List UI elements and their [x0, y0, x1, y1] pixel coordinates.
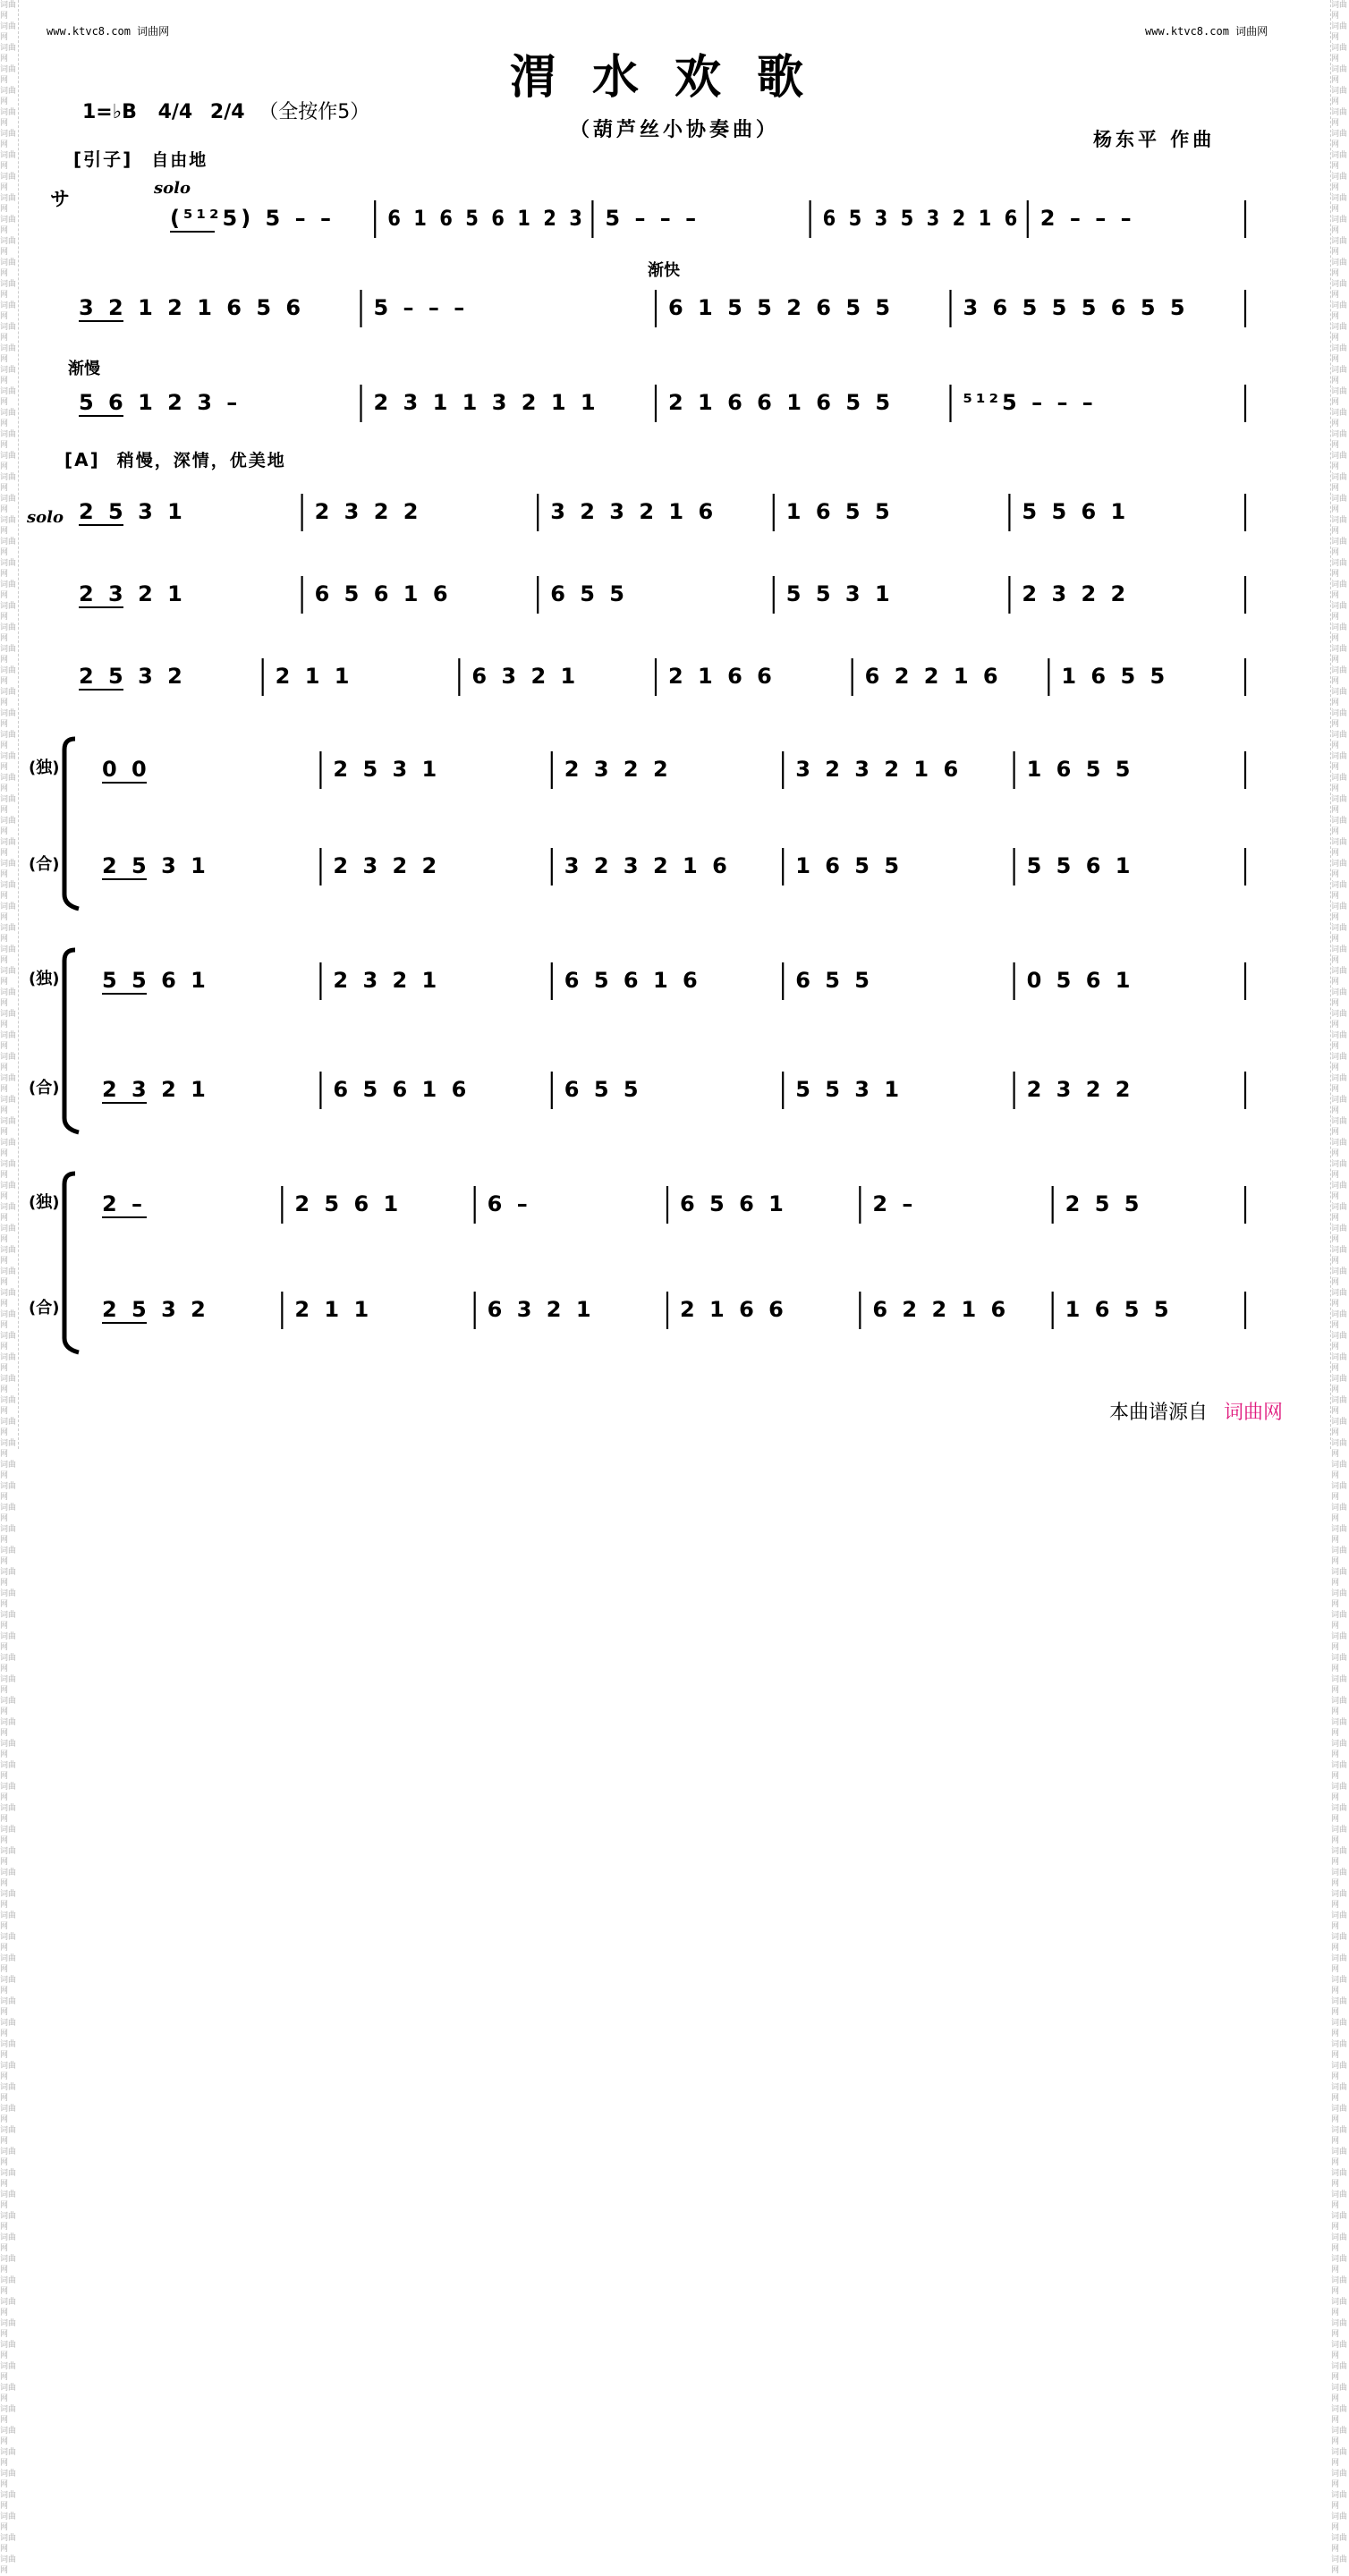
notation-row-6 [79, 658, 1245, 696]
measure-4-4: 1 6 5 5 [785, 499, 894, 524]
measure-6-1: 2 5 3 2 [79, 664, 186, 689]
song-title: 渭水欢歌 [509, 50, 839, 105]
measure-1-5: 2 – – – [1039, 206, 1135, 231]
measure-6-3: 6 3 2 1 [471, 664, 580, 689]
watermark-top-right: www.ktvc8.com 词曲网 [1145, 25, 1268, 38]
solo-part-label-3: (独) [29, 1193, 60, 1212]
notation-row-1 [170, 200, 1245, 238]
measure-7-2: 2 5 3 1 [333, 757, 441, 782]
tutti-part-label-3: (合) [29, 1299, 60, 1318]
measure-10-3: 6 5 5 [564, 1077, 642, 1102]
measure-12-6: 1 6 5 5 [1065, 1297, 1173, 1322]
source-credit [1109, 1397, 1283, 1425]
notation-row-4 [79, 494, 1245, 531]
notation-row-9 [102, 962, 1245, 1000]
measure-10-2: 6 5 6 1 6 [333, 1077, 471, 1102]
measure-1-3: 5 – – – [605, 206, 700, 231]
system-bracket-1 [64, 739, 79, 909]
measure-12-2: 2 1 1 [294, 1297, 373, 1322]
notation-row-12 [102, 1292, 1245, 1329]
measure-8-2: 2 3 2 2 [333, 853, 441, 878]
left-edge-watermark: 词曲网 词曲网 词曲网 词曲网 词曲网 词曲网 词曲网 词曲网 词曲网 词曲网 词曲网 词曲网 词曲网 词曲网 词曲网 词曲网 词曲网 词曲网 词曲网 词曲网 词曲网 词曲网 词曲网 词曲网 词曲网 词曲网 词曲网 词曲网 词曲网 词曲网 词曲网 词曲网 词曲网 词曲网 词曲网 词曲网 词曲网 词曲网 词曲网 词曲网 词曲网 词曲网 词曲网 词曲网 词曲网 词曲网 词曲网 词曲网 词曲网 词曲网 词曲网 词曲网 词曲网 词曲网 词曲网 词曲网 词曲网 词曲网 词曲网 词曲网 词曲网 词曲网 词曲网 词曲网 词曲网 词曲网 词曲网 词曲网 词曲网 词曲网 词曲网 词曲网 词曲网 词曲网 词曲网 词曲网 词曲网 词曲网 词曲网 词曲网 词曲网 词曲网 词曲网 词曲网 词曲网 词曲网 词曲网 词曲网 词曲网 词曲网 词曲网 词曲网 词曲网 词曲网 词曲网 词曲网 词曲网 词曲网 词曲网 词曲网 词曲网 词曲网 词曲网 词曲网 词曲网 词曲网 词曲网 词曲网 词曲网 词曲网 词曲网 词曲网 词曲网 词曲网 词曲网 词曲网 词曲网 词曲网 词曲网 词曲网 [0, 0, 19, 1449]
time-signature-2: 2/4 [209, 101, 245, 123]
free-meter-mark: サ [50, 189, 71, 211]
measure-2-3: 6 1 5 5 2 6 5 5 [668, 295, 895, 320]
measure-7-3: 2 3 2 2 [564, 757, 672, 782]
measure-3-1: 5 6 1 2 3 – [79, 390, 242, 415]
measure-5-3: 6 5 5 [550, 581, 629, 606]
measure-11-6: 2 5 5 [1065, 1191, 1143, 1216]
accelerando-mark: 渐快 [648, 261, 680, 280]
measure-11-1: 2 – [102, 1191, 147, 1216]
solo-part-label-2: (独) [29, 970, 60, 988]
measure-9-2: 2 3 2 1 [333, 968, 441, 993]
measure-8-5: 5 5 6 1 [1026, 853, 1134, 878]
measure-11-3: 6 – [487, 1191, 531, 1216]
measure-1-2: 6 1 6 5 6 1 2 3 [387, 206, 586, 231]
measure-9-1: 5 5 6 1 [102, 968, 209, 993]
measure-4-5: 5 5 6 1 [1022, 499, 1130, 524]
credit-text: 本曲谱源自 [1109, 1402, 1209, 1424]
notation-row-11 [102, 1186, 1245, 1224]
measure-10-4: 5 5 3 1 [795, 1077, 904, 1102]
measure-9-3: 6 5 6 1 6 [564, 968, 701, 993]
measure-7-1: 0 0 [102, 757, 150, 782]
measure-11-2: 2 5 6 1 [294, 1191, 403, 1216]
measure-3-4: ⁵¹²5 – – – [963, 390, 1097, 415]
measure-2-1: 3 2 1 2 1 6 5 6 [79, 295, 305, 320]
measure-12-3: 6 3 2 1 [487, 1297, 595, 1322]
measure-5-5: 2 3 2 2 [1022, 581, 1130, 606]
measure-2-2: 5 – – – [373, 295, 469, 320]
section-a-tempo: 稍慢，深情，优美地 [116, 451, 286, 470]
credit-brand: 词曲网 [1224, 1402, 1284, 1424]
measure-6-5: 6 2 2 1 6 [864, 664, 1002, 689]
system-bracket-2 [64, 950, 79, 1132]
measure-4-2: 2 3 2 2 [314, 499, 422, 524]
measure-8-3: 3 2 3 2 1 6 [564, 853, 731, 878]
measure-9-4: 6 5 5 [795, 968, 874, 993]
measure-4-1: 2 5 3 1 [79, 499, 186, 524]
measure-8-1: 2 5 3 1 [102, 853, 209, 878]
measure-2-4: 3 6 5 5 5 6 5 5 [963, 295, 1189, 320]
system-bracket-3 [64, 1174, 79, 1352]
notation-row-3 [79, 385, 1245, 422]
intro-tempo: 自由地 [151, 150, 208, 170]
measure-9-5: 0 5 6 1 [1026, 968, 1134, 993]
ritardando-mark: 渐慢 [68, 360, 100, 378]
measure-6-6: 1 6 5 5 [1061, 664, 1169, 689]
tutti-part-label-2: (合) [29, 1079, 60, 1097]
notation-row-8 [102, 848, 1245, 886]
key-label: 1=♭B [82, 101, 137, 123]
solo-mark-intro: solo [154, 179, 191, 198]
measure-12-4: 2 1 6 6 [680, 1297, 787, 1322]
measure-5-4: 5 5 3 1 [785, 581, 894, 606]
tutti-part-label-1: (合) [29, 855, 60, 874]
measure-5-1: 2 3 2 1 [79, 581, 186, 606]
watermark-top-left: www.ktvc8.com 词曲网 [47, 25, 170, 38]
measure-10-1: 2 3 2 1 [102, 1077, 209, 1102]
measure-5-2: 6 5 6 1 6 [314, 581, 452, 606]
section-a-label: [A] [64, 449, 100, 470]
solo-part-label-1: (独) [29, 758, 60, 777]
measure-1-1: (⁵¹²5) 5 – – [170, 206, 335, 231]
measure-6-2: 2 1 1 [275, 664, 353, 689]
measure-3-3: 2 1 6 6 1 6 5 5 [668, 390, 895, 415]
song-subtitle: （葫芦丝小协奏曲） [569, 119, 779, 141]
measure-7-5: 1 6 5 5 [1026, 757, 1134, 782]
measure-10-5: 2 3 2 2 [1026, 1077, 1134, 1102]
notation-row-2 [79, 290, 1245, 327]
measure-8-4: 1 6 5 5 [795, 853, 904, 878]
measure-6-4: 2 1 6 6 [668, 664, 776, 689]
right-edge-watermark: 词曲网 词曲网 词曲网 词曲网 词曲网 词曲网 词曲网 词曲网 词曲网 词曲网 词曲网 词曲网 词曲网 词曲网 词曲网 词曲网 词曲网 词曲网 词曲网 词曲网 词曲网 词曲网 词曲网 词曲网 词曲网 词曲网 词曲网 词曲网 词曲网 词曲网 词曲网 词曲网 词曲网 词曲网 词曲网 词曲网 词曲网 词曲网 词曲网 词曲网 词曲网 词曲网 词曲网 词曲网 词曲网 词曲网 词曲网 词曲网 词曲网 词曲网 词曲网 词曲网 词曲网 词曲网 词曲网 词曲网 词曲网 词曲网 词曲网 词曲网 词曲网 词曲网 词曲网 词曲网 词曲网 词曲网 词曲网 词曲网 词曲网 词曲网 词曲网 词曲网 词曲网 词曲网 词曲网 词曲网 词曲网 词曲网 词曲网 词曲网 词曲网 词曲网 词曲网 词曲网 词曲网 词曲网 词曲网 词曲网 词曲网 词曲网 词曲网 词曲网 词曲网 词曲网 词曲网 词曲网 词曲网 词曲网 词曲网 词曲网 词曲网 词曲网 词曲网 词曲网 词曲网 词曲网 词曲网 词曲网 词曲网 词曲网 词曲网 词曲网 词曲网 词曲网 词曲网 词曲网 词曲网 词曲网 词曲网 词曲网 [1331, 1, 1348, 2575]
notation-row-10 [102, 1072, 1245, 1109]
notation-row-5 [79, 576, 1245, 614]
notation-row-7 [102, 751, 1245, 789]
measure-12-5: 6 2 2 1 6 [872, 1297, 1010, 1322]
measure-11-4: 6 5 6 1 [680, 1191, 787, 1216]
measure-11-5: 2 – [872, 1191, 917, 1216]
intro-label: [引子] [73, 148, 133, 170]
composer-credit: 杨东平 作曲 [1093, 129, 1216, 150]
measure-1-4: 6 5 3 5 3 2 1 6 [822, 206, 1021, 231]
time-signature-1: 4/4 [157, 101, 193, 123]
measure-12-1: 2 5 3 2 [102, 1297, 209, 1322]
solo-mark-a: solo [27, 508, 64, 527]
measure-3-2: 2 3 1 1 3 2 1 1 [373, 390, 599, 415]
measure-4-3: 3 2 3 2 1 6 [550, 499, 717, 524]
fingering-note: （全按作5） [259, 101, 370, 123]
measure-7-4: 3 2 3 2 1 6 [795, 757, 963, 782]
